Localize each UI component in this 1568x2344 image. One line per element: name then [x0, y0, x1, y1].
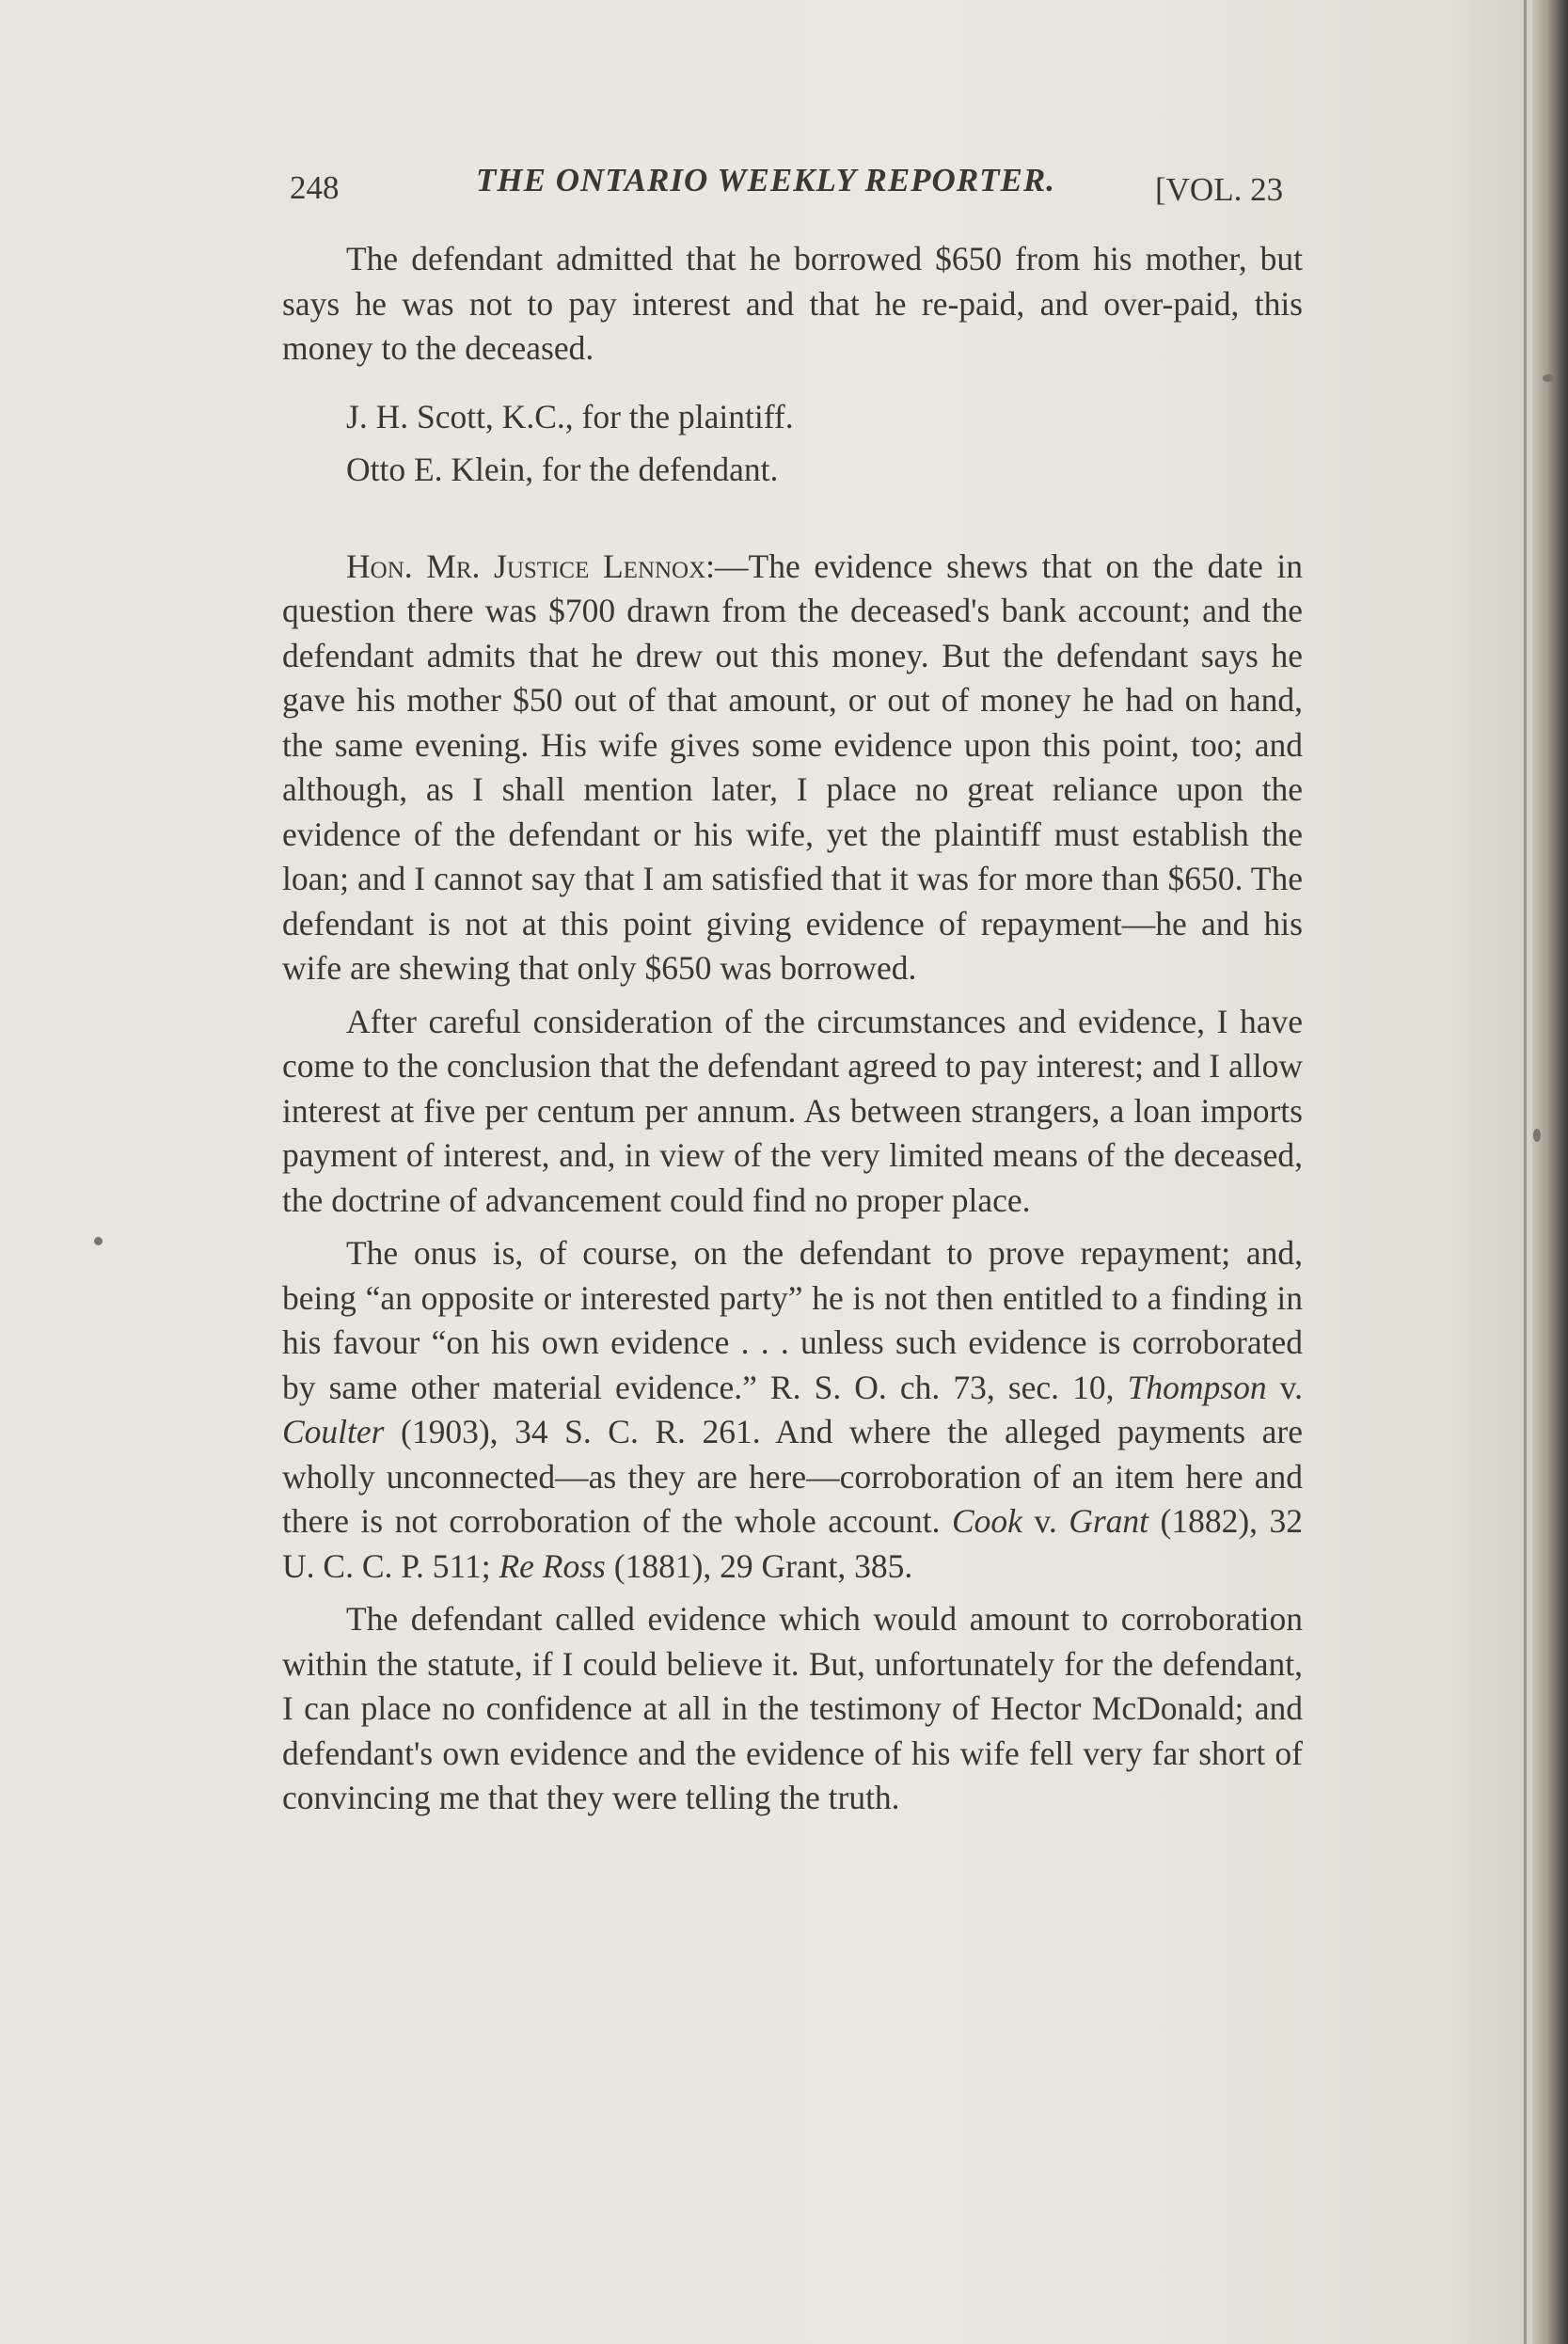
counsel-plaintiff: J. H. Scott, K.C., for the plaintiff.	[346, 397, 794, 436]
ink-speck	[94, 1237, 103, 1245]
volume-label: [VOL. 23	[1155, 171, 1284, 208]
case-name: Re Ross	[499, 1546, 606, 1585]
page-number: 248	[290, 169, 340, 206]
ink-speck	[1543, 374, 1554, 382]
paragraph-text: (1881), 29 Grant, 385.	[605, 1546, 913, 1585]
page-body	[282, 237, 1303, 1821]
judge-name: Hon. Mr. Justice Lennox	[346, 546, 706, 585]
paragraph-text: (1903), 34 S. C. R. 261. And where the alleged payments are wholly unconnected—as they are here—corroboration of an item here and there is not corroboration of the whole account.	[282, 1413, 1303, 1540]
ink-speck	[1533, 1129, 1541, 1142]
counsel-defendant: Otto E. Klein, for the defendant.	[346, 451, 779, 488]
paragraph: After careful consideration of the circumstances and evidence, I have come to the conclusion that the defendant agreed to pay interest; and I allow interest at five per centum per annum. As between strangers, a loan imports payment of interest, and, in view of the very limited means of the deceased, the doctrine of advancement could find no proper place.	[282, 1002, 1303, 1219]
running-header	[290, 162, 1306, 218]
paragraph: The defendant called evidence which would amount to corroboration within the statute, if I could believe it. But, unfortunately for the defendant, I can place no confidence at all in the testimony of Hector McDonald; and defendant's own evidence and the evidence of his wife fell very far short of convincing me that they were telling the truth.	[282, 1600, 1303, 1816]
case-name: Grant	[1069, 1502, 1149, 1540]
case-name: Coulter	[282, 1413, 385, 1450]
paragraph	[282, 1231, 1303, 1589]
publication-title: THE ONTARIO WEEKLY REPORTER.	[476, 162, 1055, 198]
versus: v.	[1266, 1368, 1303, 1406]
paragraph: The defendant admitted that he borrowed $650 from his mother, but says he was not to pay interest and that he re-paid, and over-paid, this money to the deceased.	[282, 240, 1303, 367]
case-name: Cook	[951, 1502, 1022, 1540]
case-name: Thompson	[1127, 1368, 1267, 1406]
page-edge	[1524, 0, 1527, 2344]
paragraph	[282, 545, 1303, 991]
paragraph-text: (1882), 32 U. C. C. P. 511;	[282, 1502, 1303, 1585]
paragraph-text: :—The evidence shews that on the date in question there was $700 drawn from the deceased's bank account; and the defendant admits that he drew out this money. But the defendant says he gave his mother $50 out of that amount, or out of money he had on hand, the same evening. His wife gives some evidence upon this point, too; and although, as I shall mention later, I place no great reliance upon the evidence of the defendant or his wife, yet the plaintiff must establish the loan; and I cannot say that I am satisfied that it was for more than $650. The defendant is not at this point giving evidence of repayment—he and his wife are shewing that only $650 was borrowed.	[282, 546, 1303, 987]
book-spine	[1532, 0, 1568, 2344]
versus: v.	[1022, 1502, 1069, 1540]
paragraph-text: The onus is, of course, on the defendant to prove repayment; and, being “an opposite or interested party” he is not then entitled to a finding in his favour “on his own evidence . . . unless such evidence is corroborated by same other material evidence.” R. S. O. ch. 73, sec. 10,	[282, 1234, 1303, 1406]
